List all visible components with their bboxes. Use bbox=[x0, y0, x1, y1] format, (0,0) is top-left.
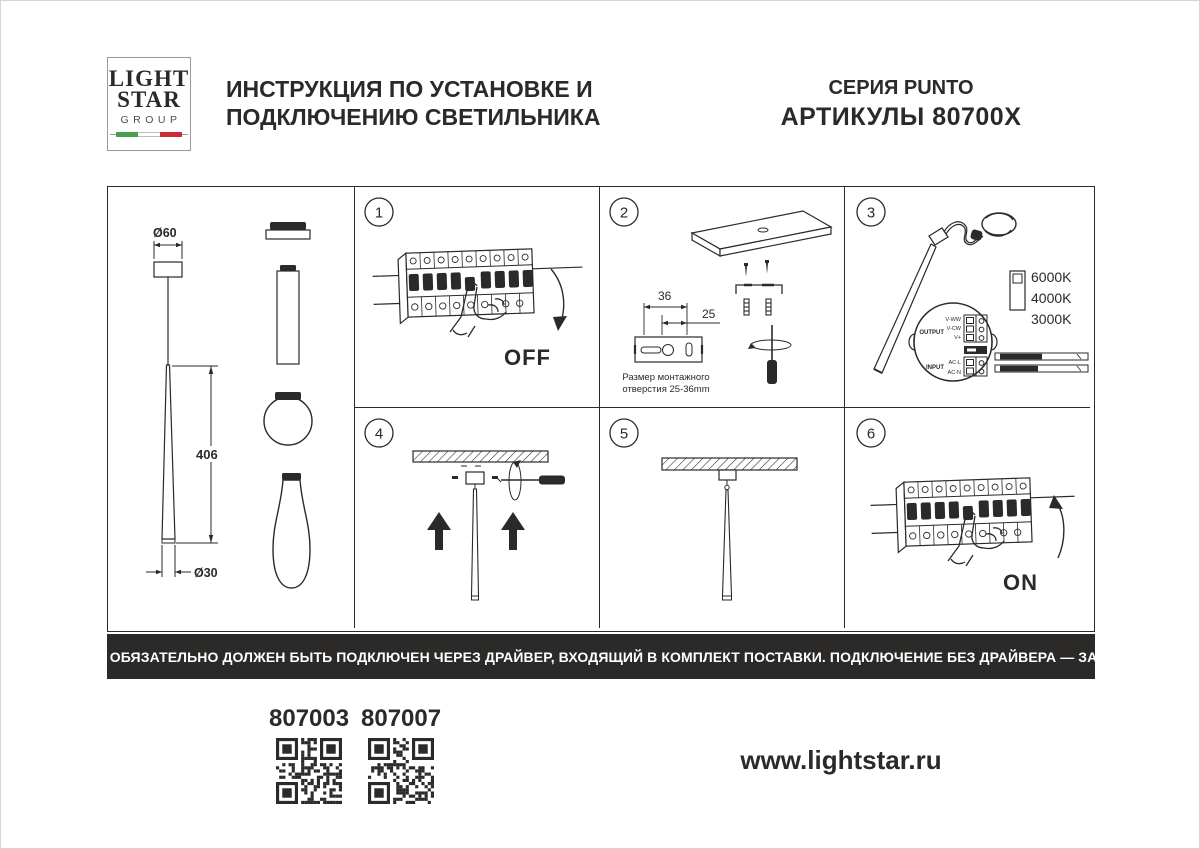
mains-wires bbox=[995, 353, 1088, 372]
head-cylinder bbox=[277, 265, 299, 364]
warning-banner: СВЕТИЛЬНИК ОБЯЗАТЕЛЬНО ДОЛЖЕН БЫТЬ ПОДКЛЮЧЕН ЧЕРЕЗ ДРАЙВЕР, ВХОДЯЩИЙ В КОМПЛЕКТ ПОСТАВКИ. ПОДКЛЮЧЕНИЕ БЕЗ ДРАЙВЕРА — ЗАПРЕЩАЕТСЯ! bbox=[107, 634, 1095, 679]
step-5-number: 5 bbox=[619, 425, 629, 443]
step-4-number: 4 bbox=[374, 425, 384, 443]
dim-outer-label: 36 bbox=[658, 289, 672, 303]
qr-code bbox=[368, 738, 434, 804]
step-5-diagram bbox=[600, 408, 843, 626]
product-drawing-panel bbox=[108, 187, 355, 628]
logo-group: GROUP bbox=[120, 113, 182, 126]
temp-6000k: 6000K bbox=[1031, 269, 1072, 285]
term-vcw: V-CW bbox=[946, 326, 961, 332]
hole-size-caption2: отверстия 25-36mm bbox=[622, 384, 710, 395]
screwdriver-icon bbox=[497, 460, 565, 500]
step-1-diagram bbox=[355, 187, 598, 406]
step-3-number: 3 bbox=[866, 204, 876, 222]
term-acn: AC-N bbox=[947, 370, 961, 376]
head-sphere bbox=[264, 392, 312, 445]
head-disc bbox=[266, 222, 310, 239]
dim-top-label: Ø60 bbox=[153, 226, 177, 240]
head-teardrop bbox=[273, 473, 310, 588]
step-2-number: 2 bbox=[619, 204, 629, 222]
step-5-panel bbox=[600, 408, 845, 628]
logo-light: LIGHT bbox=[108, 66, 190, 91]
term-acl: AC-L bbox=[948, 360, 961, 366]
off-label: OFF bbox=[504, 345, 551, 370]
instruction-table bbox=[107, 186, 1095, 632]
logo-star: STAR bbox=[117, 87, 181, 113]
screws bbox=[744, 260, 769, 277]
dim-height-label: 406 bbox=[196, 447, 218, 462]
term-vplus: V+ bbox=[954, 335, 961, 341]
term-vww: V-WW bbox=[945, 317, 961, 323]
step-6-panel bbox=[845, 408, 1090, 628]
ceiling bbox=[662, 458, 797, 470]
articles-code: АРТИКУЛЫ 80700X bbox=[780, 103, 1022, 131]
dim-bottom-label: Ø30 bbox=[194, 566, 218, 580]
turn-on-arrow bbox=[1057, 503, 1064, 558]
article-number-1: 807003 bbox=[269, 705, 350, 732]
lightstar-logo bbox=[107, 57, 191, 151]
website-url: www.lightstar.ru bbox=[740, 745, 942, 775]
step-4-diagram bbox=[355, 408, 598, 626]
mounting-plate-front bbox=[635, 337, 702, 362]
installed-pendant bbox=[719, 470, 736, 600]
temp-3000k: 3000K bbox=[1031, 311, 1072, 327]
circuit-breaker-panel bbox=[372, 247, 584, 324]
step-3-panel bbox=[845, 187, 1090, 408]
series-name: СЕРИЯ PUNTO bbox=[828, 77, 974, 99]
dim-inner-label: 25 bbox=[702, 307, 716, 321]
wall-anchors bbox=[744, 299, 771, 315]
ceiling bbox=[413, 451, 548, 462]
output-label: OUTPUT bbox=[919, 330, 944, 336]
wire-blue-label: Blue line-N bbox=[1002, 366, 1025, 372]
step-2-diagram bbox=[600, 187, 843, 406]
qr-code bbox=[276, 738, 342, 804]
step-6-number: 6 bbox=[866, 425, 876, 443]
canopy-with-lamp bbox=[452, 472, 498, 600]
temp-4000k: 4000K bbox=[1031, 290, 1072, 306]
step-1-number: 1 bbox=[374, 204, 384, 222]
wire-brown-label: Brown line-L bbox=[1002, 354, 1028, 360]
step-1-panel bbox=[355, 187, 600, 408]
italian-flag-icon bbox=[116, 132, 182, 138]
hole-size-caption1: Размер монтажного bbox=[622, 372, 710, 383]
on-label: ON bbox=[1003, 570, 1038, 595]
screwdriver-icon bbox=[748, 325, 791, 384]
step-3-diagram bbox=[845, 187, 1090, 406]
step-6-diagram bbox=[845, 408, 1090, 626]
led-driver bbox=[909, 303, 997, 381]
page-title-line1: ИНСТРУКЦИЯ ПО УСТАНОВКЕ И bbox=[226, 76, 593, 102]
turn-off-arrow bbox=[551, 269, 564, 322]
product-dimension-drawing bbox=[108, 187, 353, 628]
mounting-bracket bbox=[736, 285, 782, 294]
cone-body bbox=[162, 365, 175, 539]
article-number-2: 807007 bbox=[361, 705, 442, 732]
color-temp-switch bbox=[1010, 271, 1025, 310]
input-label: INPUT bbox=[926, 365, 944, 371]
step-2-panel bbox=[600, 187, 845, 408]
page-title-line2: ПОДКЛЮЧЕНИЮ СВЕТИЛЬНИКА bbox=[226, 104, 601, 131]
ceiling-plate-3d bbox=[692, 211, 831, 256]
step-4-panel bbox=[355, 408, 600, 628]
page-title bbox=[226, 75, 600, 132]
